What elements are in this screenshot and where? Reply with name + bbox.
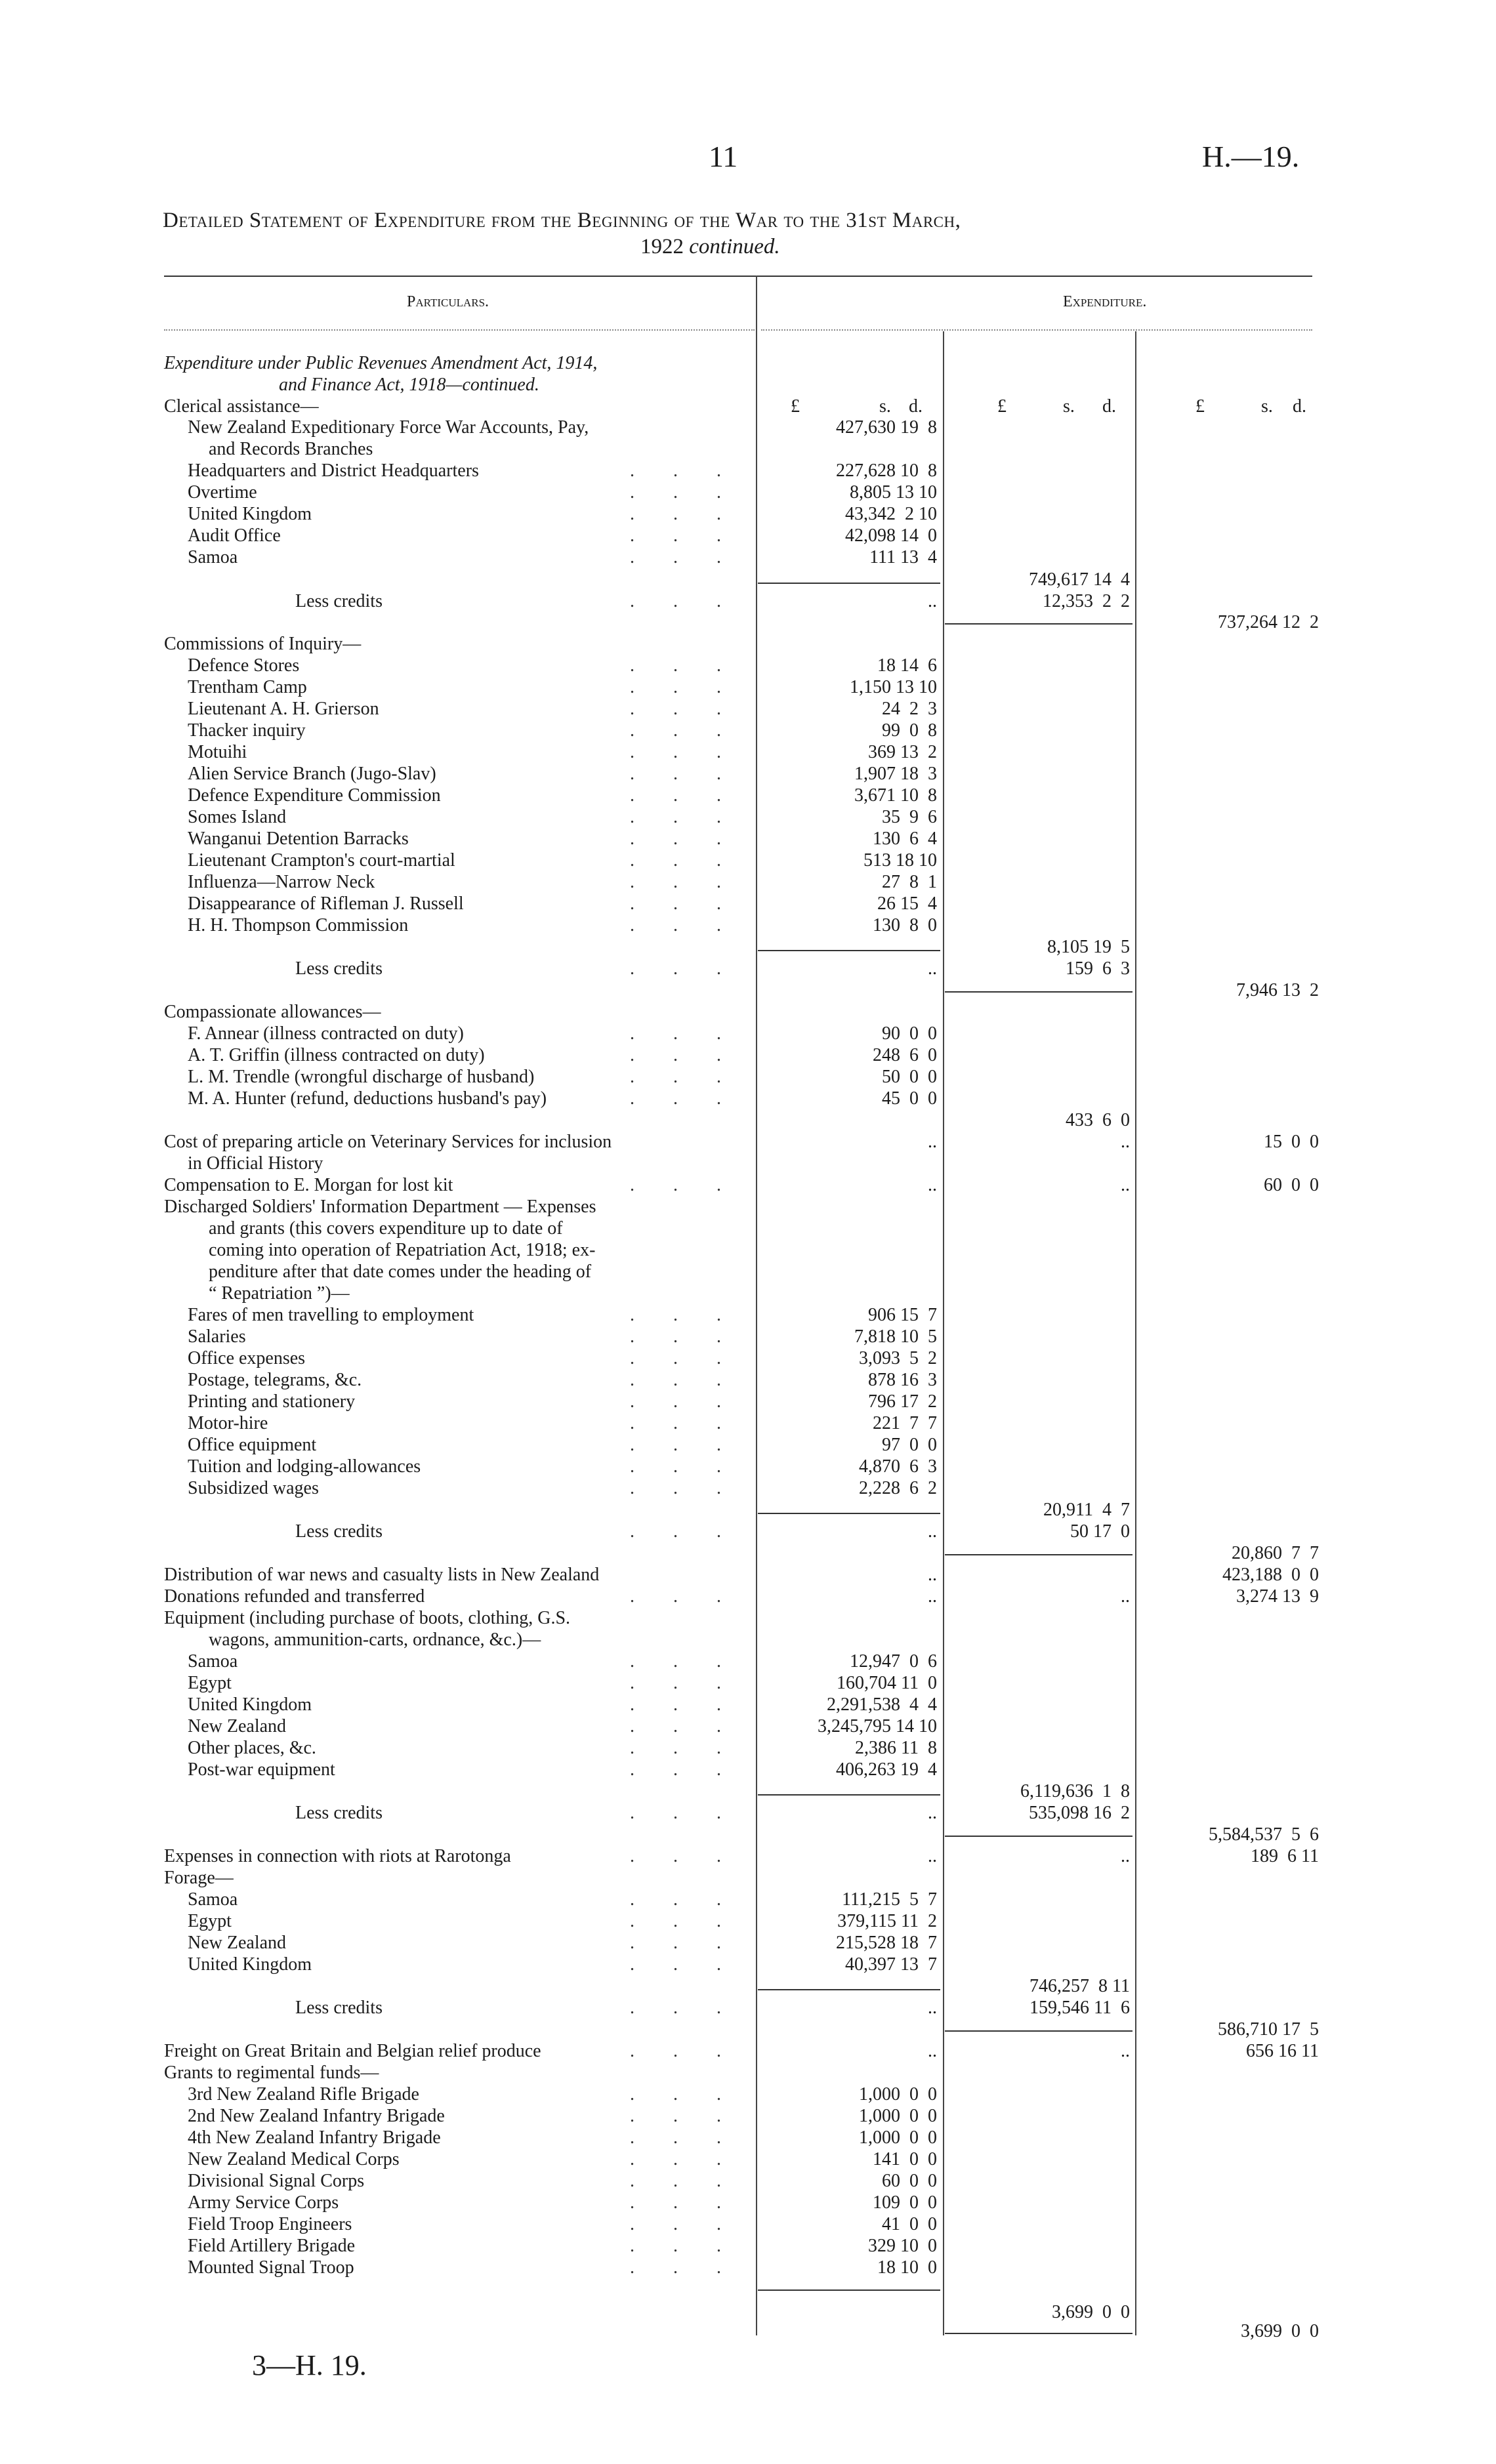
leader-dots: . . .	[630, 764, 738, 784]
amount-detail: 369 13 2	[868, 742, 937, 762]
amount-total: 5,584,537 5 6	[1209, 1824, 1319, 1845]
particular-text: L. M. Trendle (wrongful discharge of husband)	[188, 1067, 535, 1087]
particular-text: Army Service Corps	[188, 2192, 339, 2213]
leader-dots: . . .	[630, 591, 738, 611]
particular-text: and Finance Act, 1918—continued.	[279, 375, 539, 395]
leader-dots: . . .	[630, 720, 738, 741]
amount-detail: 26 15 4	[877, 893, 937, 914]
subtotal-rule	[945, 623, 1132, 625]
leader-dots: . . .	[630, 1067, 738, 1087]
leader-dots: . . .	[630, 785, 738, 806]
header-rule-right	[761, 329, 1312, 331]
page-signature: 3—H. 19.	[252, 2349, 367, 2381]
subtotal-rule	[758, 950, 940, 951]
particular-text: Egypt	[188, 1673, 232, 1693]
amount-subtotal: 535,098 16 2	[1029, 1803, 1130, 1823]
amount-detail: 3,245,795 14 10	[818, 1716, 937, 1736]
amount-detail: 4,870 6 3	[859, 1456, 937, 1477]
particular-text: Somes Island	[188, 807, 287, 827]
col1-s-unit: s.	[879, 396, 891, 417]
particular-text: Less credits	[295, 1998, 383, 2018]
particular-text: and Records Branches	[209, 439, 373, 459]
col3-pound-unit: £	[1195, 396, 1205, 417]
leader-dots: . . .	[630, 1413, 738, 1433]
particular-text: Salaries	[188, 1326, 246, 1347]
amount-subtotal: 749,617 14 4	[1029, 569, 1130, 590]
particular-text: Field Troop Engineers	[188, 2214, 352, 2234]
leader-dots: . . .	[630, 915, 738, 935]
leader-dots: . . .	[630, 655, 738, 676]
leader-dots: . . .	[630, 2041, 738, 2061]
subtotal-rule	[758, 1513, 940, 1514]
leader-dots: . . .	[630, 2106, 738, 2126]
particular-text: Printing and stationery	[188, 1391, 356, 1412]
amount-detail: ..	[928, 1803, 937, 1823]
leader-dots: . . .	[630, 547, 738, 567]
amount-detail: 141 0 0	[873, 2149, 937, 2169]
page-number: 11	[709, 140, 738, 173]
header-rule-left	[164, 329, 755, 331]
particular-text: Less credits	[295, 958, 383, 979]
amount-detail: 90 0 0	[882, 1023, 937, 1044]
leader-dots: . . .	[630, 1348, 738, 1368]
amount-detail: 60 0 0	[882, 2171, 937, 2191]
particular-text: United Kingdom	[188, 504, 312, 524]
particular-text: Less credits	[295, 1521, 383, 1542]
amount-detail: ..	[928, 1521, 937, 1542]
leader-dots: . . .	[630, 1586, 738, 1607]
amount-total: 586,710 17 5	[1218, 2019, 1319, 2040]
amount-detail: 1,000 0 0	[859, 2084, 937, 2105]
leader-dots: . . .	[630, 1370, 738, 1390]
particular-text: Forage—	[164, 1868, 234, 1888]
leader-dots: . . .	[630, 1326, 738, 1347]
particular-text: Grants to regimental funds—	[164, 2063, 379, 2083]
top-rule	[164, 276, 1312, 277]
amount-detail: ..	[928, 1586, 937, 1607]
amount-detail: 130 6 4	[873, 829, 937, 849]
leader-dots: . . .	[630, 1521, 738, 1542]
leader-dots: . . .	[630, 1456, 738, 1477]
amount-detail: 406,263 19 4	[836, 1759, 937, 1780]
amount-detail: ..	[928, 1175, 937, 1195]
particular-text: Samoa	[188, 547, 238, 567]
col1-d-unit: d.	[909, 396, 923, 417]
amount-total: 737,264 12 2	[1218, 612, 1319, 632]
particular-text: in Official History	[188, 1153, 323, 1174]
subtotal-rule	[758, 1794, 940, 1796]
particular-text: Headquarters and District Headquarters	[188, 461, 479, 481]
amount-detail: ..	[928, 1132, 937, 1152]
leader-dots: . . .	[630, 1023, 738, 1044]
particular-text: 3rd New Zealand Rifle Brigade	[188, 2084, 419, 2105]
col2-pound-unit: £	[997, 396, 1007, 417]
amount-detail: ..	[928, 1846, 937, 1866]
particular-text: wagons, ammunition-carts, ordnance, &c.)—	[209, 1630, 541, 1650]
header-particulars: Particulars.	[407, 293, 489, 310]
amount-total: 15 0 0	[1264, 1132, 1319, 1152]
particular-text: United Kingdom	[188, 1954, 312, 1975]
subtotal-rule	[945, 1836, 1132, 1837]
leader-dots: . . .	[630, 1998, 738, 2018]
amount-detail: ..	[928, 591, 937, 611]
leader-dots: . . .	[630, 2127, 738, 2148]
amount-detail: 12,947 0 6	[850, 1651, 937, 1672]
subtotal-rule	[945, 1554, 1132, 1555]
amount-subtotal: ..	[1121, 1846, 1130, 1866]
particular-text: Office equipment	[188, 1435, 317, 1455]
particular-text: Subsidized wages	[188, 1478, 319, 1498]
amount-detail: ..	[928, 1565, 937, 1585]
header-expenditure: Expenditure.	[1063, 293, 1147, 310]
column-divider-1	[756, 276, 757, 2335]
amount-detail: 111 13 4	[869, 547, 937, 567]
leader-dots: . . .	[630, 1803, 738, 1823]
particular-text: “ Repatriation ”)—	[209, 1283, 350, 1304]
particular-text: United Kingdom	[188, 1694, 312, 1715]
leader-dots: . . .	[630, 1954, 738, 1975]
amount-subtotal: 12,353 2 2	[1043, 591, 1130, 611]
amount-detail: 43,342 2 10	[845, 504, 937, 524]
particular-text: New Zealand Medical Corps	[188, 2149, 400, 2169]
col3-d-unit: d.	[1293, 396, 1306, 417]
particular-text: F. Annear (illness contracted on duty)	[188, 1023, 464, 1044]
particular-text: Distribution of war news and casualty lists in New Zealand	[164, 1565, 600, 1585]
column-divider-3	[1135, 331, 1136, 2335]
particular-text: Disappearance of Rifleman J. Russell	[188, 893, 464, 914]
particular-text: Commissions of Inquiry—	[164, 634, 362, 654]
amount-detail: 3,671 10 8	[854, 785, 937, 806]
particular-text: Less credits	[295, 591, 383, 611]
column-divider-2	[943, 331, 944, 2335]
leader-dots: . . .	[630, 1694, 738, 1715]
particular-text: Egypt	[188, 1911, 232, 1931]
particular-text: Compensation to E. Morgan for lost kit	[164, 1175, 453, 1195]
leader-dots: . . .	[630, 1738, 738, 1758]
amount-detail: 1,907 18 3	[854, 764, 937, 784]
amount-detail: 221 7 7	[873, 1413, 937, 1433]
amount-detail: 906 15 7	[868, 1305, 937, 1325]
amount-subtotal: ..	[1121, 1175, 1130, 1195]
particular-text: Audit Office	[188, 525, 281, 546]
amount-subtotal: 159,546 11 6	[1029, 1998, 1130, 2018]
document-title-continued	[640, 235, 780, 259]
amount-detail: 379,115 11 2	[837, 1911, 937, 1931]
amount-detail: 329 10 0	[868, 2236, 937, 2256]
amount-detail: 18 14 6	[877, 655, 937, 676]
amount-detail: ..	[928, 2041, 937, 2061]
amount-total: 20,860 7 7	[1232, 1543, 1319, 1563]
leader-dots: . . .	[630, 850, 738, 871]
title-continued-label: continued.	[689, 235, 780, 258]
amount-detail: 41 0 0	[882, 2214, 937, 2234]
amount-total: 60 0 0	[1264, 1175, 1319, 1195]
particular-text: 2nd New Zealand Infantry Brigade	[188, 2106, 445, 2126]
leader-dots: . . .	[630, 677, 738, 697]
leader-dots: . . .	[630, 1435, 738, 1455]
leader-dots: . . .	[630, 1889, 738, 1910]
leader-dots: . . .	[630, 2192, 738, 2213]
particular-text: New Zealand Expeditionary Force War Accounts, Pay,	[188, 417, 589, 438]
amount-subtotal: ..	[1121, 2041, 1130, 2061]
col2-s-unit: s.	[1063, 396, 1075, 417]
amount-detail: 130 8 0	[873, 915, 937, 935]
leader-dots: . . .	[630, 829, 738, 849]
amount-detail: ..	[928, 958, 937, 979]
amount-detail: 248 6 0	[873, 1045, 937, 1065]
particular-text: Equipment (including purchase of boots, clothing, G.S.	[164, 1608, 571, 1628]
particular-text: Freight on Great Britain and Belgian relief produce	[164, 2041, 541, 2061]
leader-dots: . . .	[630, 807, 738, 827]
subtotal-rule	[945, 2030, 1132, 2032]
particular-text: Mounted Signal Troop	[188, 2257, 354, 2278]
amount-detail: 215,528 18 7	[836, 1933, 937, 1953]
particular-text: Field Artillery Brigade	[188, 2236, 356, 2256]
subtotal-rule	[758, 2289, 940, 2291]
particular-text: Lieutenant A. H. Grierson	[188, 699, 379, 719]
particular-text: Defence Stores	[188, 655, 300, 676]
subtotal-rule	[758, 583, 940, 584]
leader-dots: . . .	[630, 1478, 738, 1498]
particular-text: H. H. Thompson Commission	[188, 915, 409, 935]
amount-total: 189 6 11	[1251, 1846, 1319, 1866]
particular-text: Expenses in connection with riots at Rarotonga	[164, 1846, 511, 1866]
amount-detail: 796 17 2	[868, 1391, 937, 1412]
col3-s-unit: s.	[1261, 396, 1273, 417]
particular-text: Post-war equipment	[188, 1759, 335, 1780]
particular-text: Divisional Signal Corps	[188, 2171, 365, 2191]
particular-text: Samoa	[188, 1651, 238, 1672]
amount-total: 7,946 13 2	[1236, 980, 1319, 1000]
amount-detail: 160,704 11 0	[837, 1673, 937, 1693]
leader-dots: . . .	[630, 1911, 738, 1931]
amount-detail: 18 10 0	[877, 2257, 937, 2278]
amount-detail: 99 0 8	[882, 720, 937, 741]
particular-text: Cost of preparing article on Veterinary Services for inclusion	[164, 1132, 612, 1152]
amount-detail: 878 16 3	[868, 1370, 937, 1390]
particular-text: Wanganui Detention Barracks	[188, 829, 409, 849]
leader-dots: . . .	[630, 1759, 738, 1780]
leader-dots: . . .	[630, 742, 738, 762]
particular-text: Tuition and lodging-allowances	[188, 1456, 421, 1477]
particular-text: Influenza—Narrow Neck	[188, 872, 375, 892]
amount-detail: 2,228 6 2	[859, 1478, 937, 1498]
particular-text: Less credits	[295, 1803, 383, 1823]
amount-detail: 2,386 11 8	[855, 1738, 937, 1758]
amount-detail: 97 0 0	[882, 1435, 937, 1455]
amount-subtotal: 3,699 0 0	[1052, 2302, 1130, 2322]
particular-text: Compassionate allowances—	[164, 1002, 381, 1022]
leader-dots: . . .	[630, 1045, 738, 1065]
leader-dots: . . .	[630, 958, 738, 979]
particular-text: Defence Expenditure Commission	[188, 785, 441, 806]
particular-text: and grants (this covers expenditure up to date of	[209, 1218, 563, 1239]
particular-text: Office expenses	[188, 1348, 306, 1368]
title-year: 1922	[640, 235, 684, 258]
amount-detail: 8,805 13 10	[850, 482, 937, 503]
amount-subtotal: 20,911 4 7	[1043, 1500, 1130, 1520]
amount-subtotal: 433 6 0	[1066, 1110, 1130, 1130]
particular-text: Motor-hire	[188, 1413, 268, 1433]
leader-dots: . . .	[630, 1673, 738, 1693]
page-code: H.—19.	[1202, 140, 1300, 173]
amount-detail: 50 0 0	[882, 1067, 937, 1087]
leader-dots: . . .	[630, 482, 738, 503]
particular-text: Expenditure under Public Revenues Amendment Act, 1914,	[164, 353, 598, 373]
leader-dots: . . .	[630, 893, 738, 914]
leader-dots: . . .	[630, 1651, 738, 1672]
amount-subtotal: 50 17 0	[1070, 1521, 1130, 1542]
leader-dots: . . .	[630, 699, 738, 719]
leader-dots: . . .	[630, 1175, 738, 1195]
leader-dots: . . .	[630, 1391, 738, 1412]
amount-detail: 1,150 13 10	[850, 677, 937, 697]
amount-detail: 24 2 3	[882, 699, 937, 719]
leader-dots: . . .	[630, 2084, 738, 2105]
particular-text: Other places, &c.	[188, 1738, 316, 1758]
amount-detail: 42,098 14 0	[845, 525, 937, 546]
leader-dots: . . .	[630, 504, 738, 524]
subtotal-rule	[945, 2333, 1132, 2334]
amount-subtotal: 8,105 19 5	[1047, 937, 1130, 957]
particular-text: Samoa	[188, 1889, 238, 1910]
particular-text: Fares of men travelling to employment	[188, 1305, 474, 1325]
leader-dots: . . .	[630, 2257, 738, 2278]
leader-dots: . . .	[630, 2236, 738, 2256]
particular-text: New Zealand	[188, 1716, 287, 1736]
leader-dots: . . .	[630, 2171, 738, 2191]
particular-text: Donations refunded and transferred	[164, 1586, 425, 1607]
amount-subtotal: ..	[1121, 1132, 1130, 1152]
amount-subtotal: 746,257 8 11	[1029, 1976, 1130, 1996]
particular-text: M. A. Hunter (refund, deductions husband's pay)	[188, 1088, 547, 1109]
amount-detail: 1,000 0 0	[859, 2127, 937, 2148]
leader-dots: . . .	[630, 525, 738, 546]
particular-text: Trentham Camp	[188, 677, 307, 697]
particular-text: penditure after that date comes under the heading of	[209, 1262, 592, 1282]
leader-dots: . . .	[630, 2149, 738, 2169]
leader-dots: . . .	[630, 1305, 738, 1325]
amount-detail: 427,630 19 8	[836, 417, 937, 438]
particular-text: Lieutenant Crampton's court-martial	[188, 850, 455, 871]
amount-detail: 45 0 0	[882, 1088, 937, 1109]
particular-text: A. T. Griffin (illness contracted on duty)	[188, 1045, 485, 1065]
leader-dots: . . .	[630, 1716, 738, 1736]
particular-text: 4th New Zealand Infantry Brigade	[188, 2127, 441, 2148]
amount-subtotal: 159 6 3	[1066, 958, 1130, 979]
amount-detail: 7,818 10 5	[854, 1326, 937, 1347]
amount-detail: 227,628 10 8	[836, 461, 937, 481]
amount-detail: 109 0 0	[873, 2192, 937, 2213]
amount-detail: 2,291,538 4 4	[827, 1694, 937, 1715]
particular-text: Alien Service Branch (Jugo-Slav)	[188, 764, 436, 784]
leader-dots: . . .	[630, 1933, 738, 1953]
amount-subtotal: ..	[1121, 1586, 1130, 1607]
particular-text: coming into operation of Repatriation Act, 1918; ex-	[209, 1240, 596, 1260]
leader-dots: . . .	[630, 1846, 738, 1866]
leader-dots: . . .	[630, 2214, 738, 2234]
amount-total: 423,188 0 0	[1222, 1565, 1319, 1585]
amount-detail: 1,000 0 0	[859, 2106, 937, 2126]
leader-dots: . . .	[630, 872, 738, 892]
amount-detail: ..	[928, 1998, 937, 2018]
particular-text: New Zealand	[188, 1933, 287, 1953]
leader-dots: . . .	[630, 461, 738, 481]
leader-dots: . . .	[630, 1088, 738, 1109]
particular-text: Motuihi	[188, 742, 247, 762]
col1-pound-unit: £	[791, 396, 800, 417]
subtotal-rule	[945, 991, 1132, 993]
amount-detail: 35 9 6	[882, 807, 937, 827]
amount-detail: 3,093 5 2	[859, 1348, 937, 1368]
subtotal-rule	[758, 1989, 940, 1990]
amount-detail: 27 8 1	[882, 872, 937, 892]
amount-subtotal: 6,119,636 1 8	[1020, 1781, 1130, 1801]
particular-text: Discharged Soldiers' Information Department — Expenses	[164, 1197, 596, 1217]
amount-total: 656 16 11	[1246, 2041, 1319, 2061]
document-title: Detailed Statement of Expenditure from the Beginning of the War to the 31st March,	[163, 209, 961, 232]
particular-text: Postage, telegrams, &c.	[188, 1370, 362, 1390]
amount-detail: 513 18 10	[863, 850, 937, 871]
particular-text: Clerical assistance—	[164, 396, 319, 417]
amount-detail: 111,215 5 7	[842, 1889, 937, 1910]
col2-d-unit: d.	[1102, 396, 1116, 417]
amount-total: 3,699 0 0	[1241, 2321, 1319, 2341]
particular-text: Overtime	[188, 482, 257, 503]
amount-total: 3,274 13 9	[1236, 1586, 1319, 1607]
particular-text: Thacker inquiry	[188, 720, 306, 741]
amount-detail: 40,397 13 7	[845, 1954, 937, 1975]
